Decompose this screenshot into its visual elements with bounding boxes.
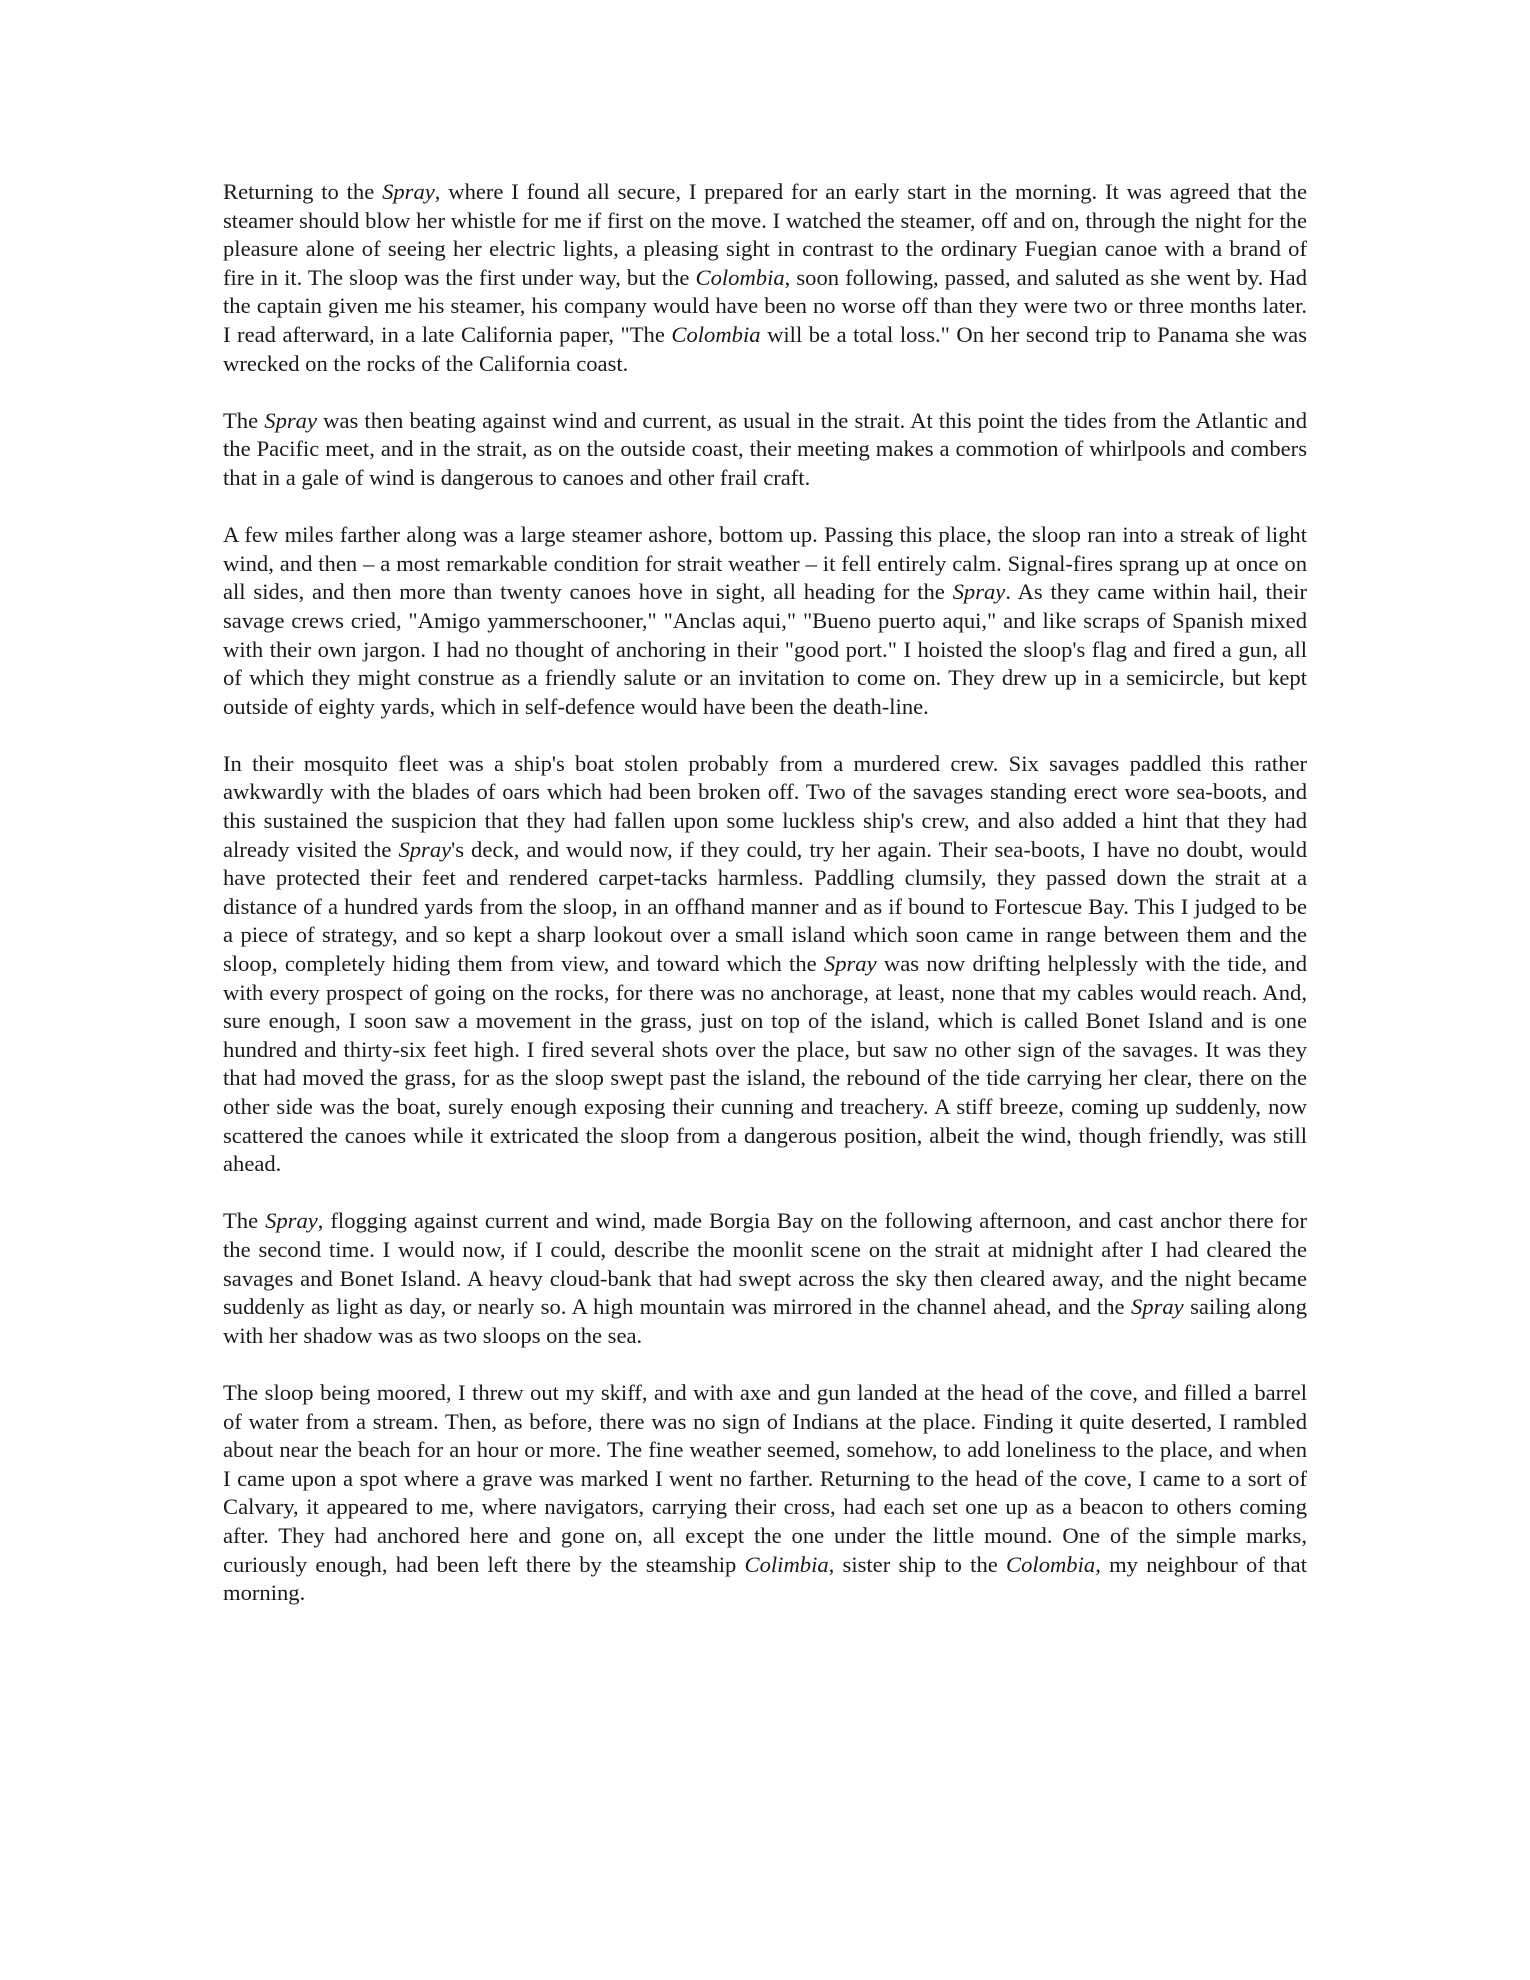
paragraph-3 (223, 521, 1307, 721)
ship-name-italic: Spray (264, 407, 317, 433)
text-run: The (223, 407, 265, 433)
text-run: A few miles farther along was a large steamer ashore, bottom up. Passing this place, the sloop ran into a streak of light wind, and then – a most remarkable condition for strait weather – it fell entirely calm. Signal-fires sprang up at once on all sides, and then more than twenty canoes hove in sight, all heading for the (223, 522, 1307, 605)
text-run: sailing along with her shadow was as two sloops on the sea. (223, 1294, 1307, 1348)
ship-name-italic: Spray (265, 1208, 318, 1234)
text-run: The sloop being moored, I threw out my skiff, and with axe and gun landed at the head of the cove, and filled a barrel of water from a stream. Then, as before, there was no sign of Indians at the place. Finding it quite deserted, I rambled about near the beach for an hour or more. The fine weather seemed, somehow, to add loneliness to the place, and when I came upon a spot where a grave was marked I went no farther. Returning to the head of the cove, I came to a sort of Calvary, it appeared to me, where navigators, carrying their cross, had each set one up as a beacon to others coming after. They had anchored here and gone on, all except the one under the little mound. One of the simple marks, curiously enough, had been left there by the steamship (223, 1379, 1307, 1577)
ship-name-italic: Colombia (695, 264, 785, 290)
text-run: , soon following, passed, and saluted as she went by. Had the captain given me his steamer, his company would have been no worse off than they were two or three months later. I read afterward, in a late California paper, "The (223, 264, 1307, 347)
ship-name-italic: Spray (823, 951, 877, 977)
text-run: . As they came within hail, their savage crews cried, "Amigo yammerschooner," "Anclas aqui," "Bueno puerto aqui," and like scraps of Spanish mixed with their own jargon. I had no thought of anchoring in their "good port." I hoisted the sloop's flag and fired a gun, all of which they might construe as a friendly salute or an invitation to come on. They drew up in a semicircle, but kept outside of eighty yards, which in self-defence would have been the death-line. (223, 579, 1307, 719)
text-run: was then beating against wind and current, as usual in the strait. At this point the tides from the Atlantic and the Pacific meet, and in the strait, as on the outside coast, their meeting makes a commotion of whirlpools and combers that in a gale of wind is dangerous to canoes and other frail craft. (223, 407, 1307, 490)
text-run: will be a total loss." On her second trip to Panama she was wrecked on the rocks of the California coast. (223, 321, 1307, 376)
text-run: In their mosquito fleet was a ship's boat stolen probably from a murdered crew. Six savages paddled this rather awkwardly with the blades of oars which had been broken off. Two of the savages standing erect wore sea-boots, and this sustained the suspicion that they had fallen upon some luckless ship's crew, and also added a hint that they had already visited the (223, 750, 1307, 862)
ship-name-italic: Spray (398, 836, 452, 862)
text-run: , sister ship to the (828, 1551, 1007, 1577)
text-run: , my neighbour of that morning. (223, 1551, 1307, 1606)
text-run: , where I found all secure, I prepared for an early start in the morning. It was agreed that the steamer should blow her whistle for me if first on the move. I watched the steamer, off and on, through the night for the pleasure alone of seeing her electric lights, a pleasing sight in contrast to the ordinary Fuegian canoe with a brand of fire in it. The sloop was the first under way, but the (223, 179, 1307, 290)
paragraph-2 (223, 407, 1307, 493)
paragraph-4 (223, 750, 1307, 1179)
ship-name-italic: Spray (382, 179, 435, 204)
paragraph-6 (223, 1379, 1307, 1608)
paragraph-5 (223, 1207, 1307, 1350)
document-page (223, 178, 1307, 1608)
text-run: Returning to the (223, 179, 383, 204)
ship-name-italic: Spray (1130, 1294, 1184, 1320)
ship-name-italic: Colombia (671, 321, 761, 347)
text-run: 's deck, and would now, if they could, try her again. Their sea-boots, I have no doubt, would have protected their feet and rendered carpet-tacks harmless. Paddling clumsily, they passed down the strait at a distance of a hundred yards from the sloop, in an offhand manner and as if bound to Fortescue Bay. This I judged to be a piece of strategy, and so kept a sharp lookout over a small island which soon came in range between them and the sloop, completely hiding them from view, and toward which the (223, 836, 1307, 977)
text-run: The (223, 1208, 266, 1234)
ship-name-italic: Colombia (1006, 1551, 1096, 1577)
ship-name-italic: Colimbia (744, 1551, 829, 1577)
text-run: , flogging against current and wind, made Borgia Bay on the following afternoon, and cast anchor there for the second time. I would now, if I could, describe the moonlit scene on the strait at midnight after I had cleared the savages and Bonet Island. A heavy cloud-bank that had swept across the sky then cleared away, and the night became suddenly as light as day, or nearly so. A high mountain was mirrored in the channel ahead, and the (223, 1208, 1307, 1320)
ship-name-italic: Spray (952, 579, 1006, 605)
text-run: was now drifting helplessly with the tide, and with every prospect of going on the rocks, for there was no anchorage, at least, none that my cables would reach. And, sure enough, I soon saw a movement in the grass, just on top of the island, which is called Bonet Island and is one hundred and thirty-six feet high. I fired several shots over the place, but saw no other sign of the savages. It was they that had moved the grass, for as the sloop swept past the island, the rebound of the tide carrying her clear, there on the other side was the boat, surely enough exposing their cunning and treachery. A stiff breeze, coming up suddenly, now scattered the canoes while it extricated the sloop from a dangerous position, albeit the wind, though friendly, was still ahead. (223, 951, 1307, 1177)
paragraph-1 (223, 178, 1307, 378)
